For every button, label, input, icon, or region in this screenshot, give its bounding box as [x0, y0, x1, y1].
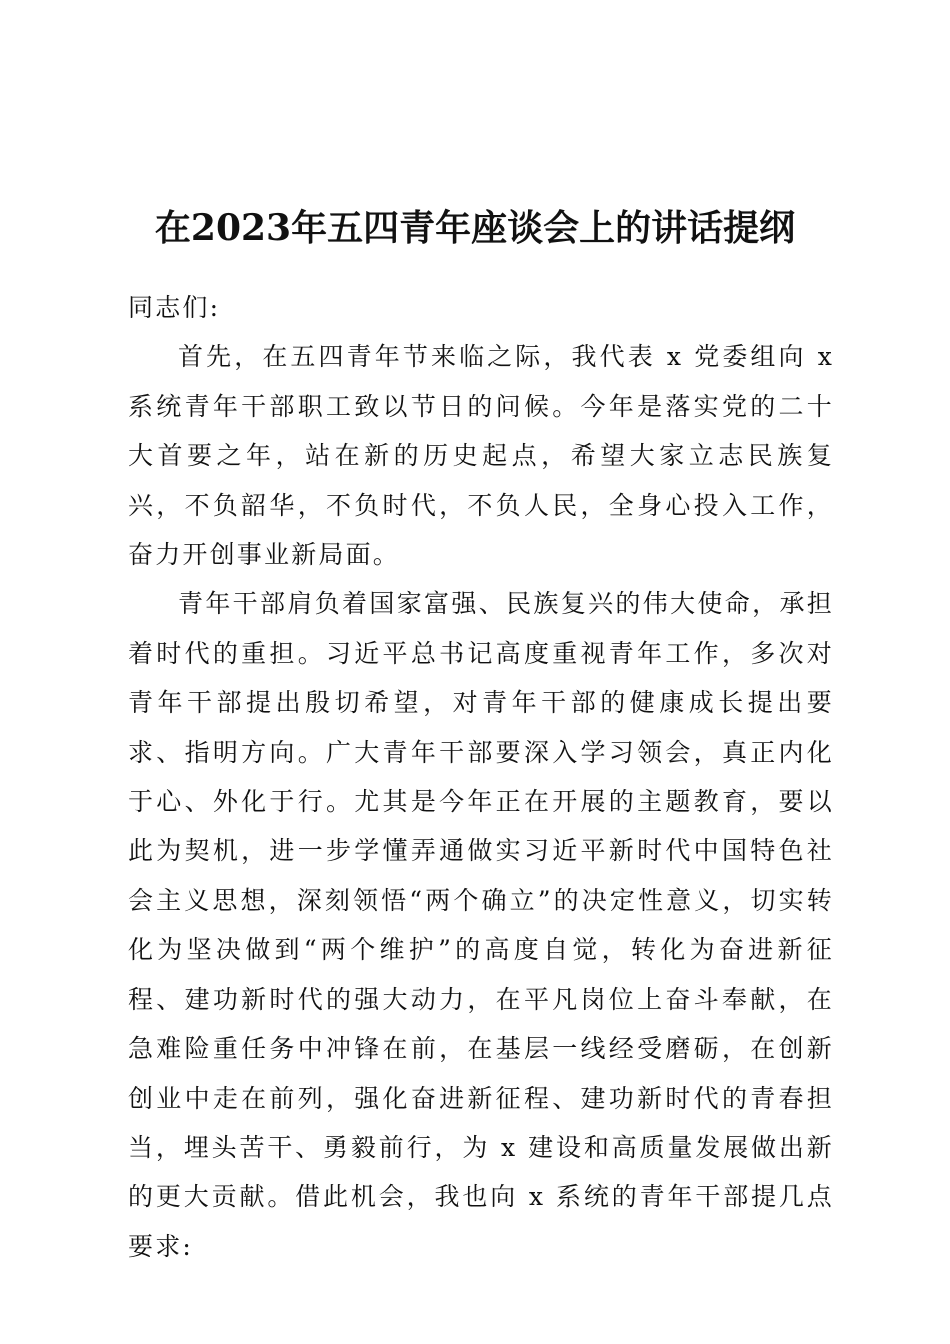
salutation: 同志们: — [128, 293, 221, 322]
paragraph-1: 首先，在五四青年节来临之际，我代表 x 党委组向 x 系统青年干部职工致以节日的问候。今年是落实党的二十大首要之年，站在新的历史起点，希望大家立志民族复兴，不负韶华，不负时代，不负人民，全身心投入工作，奋力开创事业新局面。 — [128, 342, 834, 570]
document-body — [128, 283, 834, 1271]
paragraph-2: 青年干部肩负着国家富强、民族复兴的伟大使命，承担着时代的重担。习近平总书记高度重视青年工作，多次对青年干部提出殷切希望，对青年干部的健康成长提出要求、指明方向。广大青年干部要深入学习领会，真正内化于心、外化于行。尤其是今年正在开展的主题教育，要以此为契机，进一步学懂弄通做实习近平新时代中国特色社会主义思想，深刻领悟“两个确立”的决定性意义，切实转化为坚决做到“两个维护”的高度自觉，转化为奋进新征程、建功新时代的强大动力，在平凡岗位上奋斗奉献，在急难险重任务中冲锋在前，在基层一线经受磨砺，在创新创业中走在前列，强化奋进新征程、建功新时代的青春担当，埋头苦干、勇毅前行，为 x 建设和高质量发展做出新的更大贡献。借此机会，我也向 x 系统的青年干部提几点要求: — [128, 589, 834, 1261]
document-title: 在2023年五四青年座谈会上的讲话提纲 — [154, 207, 796, 249]
